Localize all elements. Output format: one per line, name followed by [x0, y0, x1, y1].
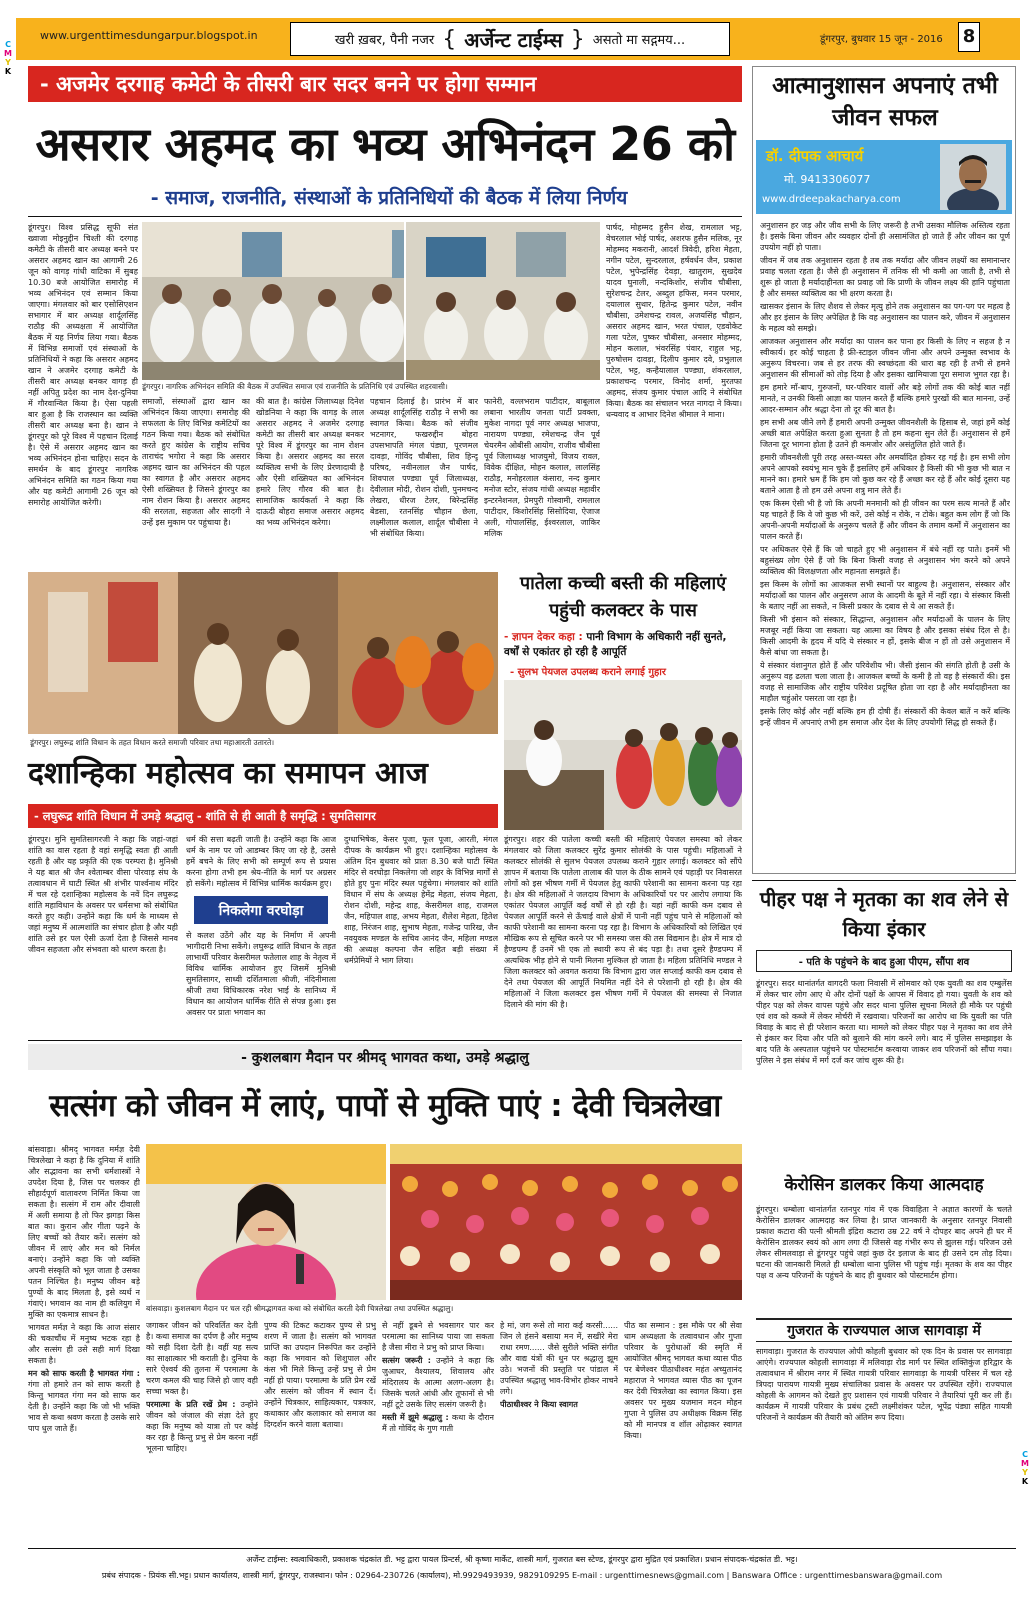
temple-ritual-image — [28, 572, 498, 734]
column-para: इसके लिए कोई और नहीं बल्कि हम ही दोषी हैं। संस्कारों की केवल बातें न करें बल्कि इन्हें जीवन में अपनाएं तभी हम समाज और देश के लिए उपयोगी सिद्ध हो सकते हैं। — [760, 707, 1010, 727]
column-para: एक किस्म ऐसी भी है जो कि अपनी मनमानी को ही जीवन का परम सत्य मानते हैं और यह चाहते हैं कि वे जो कुछ भी करें, उसे कोई न रोके, न टोके। बहुत कम लोग हैं जो कि अपनी-अपनी मर्यादाओं के अनुरूप चलते हैं और जीवन के तमाम कर्मों में अनुशासन का पालन करते हैं। — [760, 499, 1010, 541]
column-title: आत्मानुशासन अपनाएं तभी जीवन सफल — [772, 73, 998, 131]
patela-photo — [504, 680, 742, 830]
dashanhika-kicker-bar — [28, 804, 498, 828]
satsang-col5-text: हे मां, जग रूसे तो मारा कई करसी...... जिन ले हंसने बसाया मन में, सखीरे मेरा राधा रमण...... जैसे सुरीले भक्ति संगीत और वाद्य यंत्रों की धुन पर श्रद्धालु झूम उठे। भजनों की प्रस्तुति पर पांडाल में उपस्थित श्रद्धालु भाव-विभोर होकर नाचने लगे। — [500, 1321, 618, 1396]
satsang-kicker: - कुशलबाग मैदान पर श्रीमद् भागवत कथा, उमड़े श्रद्धालु — [241, 1049, 529, 1066]
satsang-sub5-label: पीठाधीश्वर ने किया स्वागत — [500, 1400, 578, 1409]
lead-body-col1: डूंगरपुर। विश्व प्रसिद्ध सूफी संत ख्वाजा मोइनुद्दीन चिश्ती की दरगाह कमेटी के तीसरी बार अध्यक्ष बनने पर असरार अहमद खान का आगामी 26 जून को वागड़ गांधी वाटिका में सुबह 10.30 बजे आयोजित समारोह में भव्य अभिनंदन एवं सम्मान किया जाएगा। मंगलवार को बार एसोसिएशन सभागार में बार अध्यक्ष शार्दूलसिंह राठौड़ की अध्यक्षता में आयोजित बैठक में यह निर्णय लिया गया। बैठक में विभिन्न समाजों एवं संस्थाओं के प्रतिनिधियों ने कहा कि असरार अहमद खान ने अजमेर दरगाह कमेटी के तीसरी बार अध्यक्ष बनकर वागड़ ही नहीं अपितु प्रदेश का नाम देश-दुनिया में गौरवान्वित किया है। ऐसा पहली बार हुआ है कि राजस्थान का व्यक्ति तीसरी बार अध्यक्ष बना है। खान ने डूंगरपुर को पूरे विश्व में पहचान दिलाई है। ऐसे में असरार अहमद खान का भव्य अभिनंदन होना चाहिए। सदन के समर्थन के बाद डूंगरपुर नागरिक अभिनंदन समिति का गठन किया गया और यह कमेटी आगामी 26 जून को समारोह आयोजित करेगी। — [28, 223, 138, 507]
column-para: खासकर इंसान के लिए शैशव से लेकर मृत्यु होने तक अनुशासन का पग-पग पर महत्व है और हर इंसान के लिए अपेक्षित है कि वह अनुशासन का पालन करे, जीवन में अनुशासन के महत्व को समझे। — [760, 302, 1010, 333]
gujarat-headline: गुजरात के राज्यपाल आज सागवाड़ा में — [787, 1323, 981, 1339]
lead-kicker-bar — [28, 66, 742, 102]
lead-body-col5: फानेरी, वल्लभराम पाटीदार, बाबूलाल लबाना भारतीय जनता पार्टी प्रवक्ता, मुकेश नागदा पूर्व नगर अध्यक्ष भाजपा, नारायण पण्ड्या, रमेशचन्द्र जैन पूर्व चेयरमैन ओबीसी आयोग, राजीव चौबीसा पूर्व जिलाध्यक्ष भाजयुमो, विजय रावल, विवेक दीक्षित, मोहन कलाल, लालसिंह राठौड़, मनोहरलाल कंसारा, नन्द कुमार मनोज स्टोर, संजय गांधी अध्यक्ष महावीर इन्टरनेशनल, प्रेमपुरी गोस्वामी, रामलाल पाटीदार, किशोरसिंह सिसोदिया, ऐजाज अली, गोपालसिंह, ईश्वरलाल, जाकिर मलिक — [484, 397, 600, 538]
peehar-body: डूंगरपुर। सदर थानांतर्गत वागदरी फला निवासी में सोमवार को एक युवती का शव एम्बुलेंस में लेकर चार लोग आए थे और दोनों पक्षों के आपस में विवाद हो गया। युवती के शव को पीहर पक्ष को लेकर वापस पहुंचे और सदर थाना पुलिस सूचना मिलते ही मौके पर पहुंची एवं शव को कब्जे में लेकर मोर्चरी में रखवाया। परिजनों का आरोप था कि युवती का पति विवाह के बाद से ही परेशान करता था। मामले को लेकर पीहर पक्ष ने मृतका का शव लेने से इंकार कर दिया और पति को बुलाने की मांग करने लगे। बाद में पुलिस समझाइश के बाद पति के अस्पताल पहुंचने पर पोस्टमार्टम करवाया जाकर शव परिजनों को सौंपा गया। पुलिस ने इस संबंध में मर्ग दर्ज कर जांच शुरू की है। — [756, 979, 1012, 1065]
satsang-body-col1 — [28, 1144, 140, 1536]
satsang-sub4-text: कथा के दौरान मैं तो गोविंद के गुण गाती — [382, 1413, 494, 1433]
gujarat-headline-box — [756, 1318, 1012, 1342]
lead-body-col2: समाजों, संस्थाओं द्वारा खान का अभिनंदन किया जाएगा। समारोह की सफलता के लिए विभिन्न कमेटियों का गठन किया गया। बैठक को संबोधित करते हुए कांग्रेस के राष्ट्रीय सचिव ताराचंद भगोरा ने कहा कि असरार अहमद खान का अभिनंदन की पहल का स्वागत है और असरार अहमद ऐसी शख्सियत है जिसने डूंगरपुर का नाम रोशन किया है। असरार अहमद की सरलता, सहजता और सादगी ने उन्हें इस मुकाम पर पहुंचाया है। — [142, 397, 250, 527]
kerosene-headline: केरोसिन डालकर किया आत्मदाह — [784, 1175, 984, 1195]
column-para: आजकल अनुशासन और मर्यादा का पालन कर पाना हर किसी के लिए न सहज है न स्वीकार्य। हर कोई चाहता है फ्री-स्टाइल जीवन जीना और अपने उन्मुक्त स्वभाव के अनुरूप विचरना। जब से हर तरफ की स्वच्छंदता की धारा बह रही है तभी से हमने अनुशासन की सीमाओं को तोड़ दिया है और इसका खामियाजा पूरा समाज भुगत रहा है। — [760, 337, 1010, 379]
satsang-col4-text: से नहीं डूबने से भवसागर पार कर परमात्मा का सानिध्य पाया जा सकता है जैसा मीरा ने प्रभु को प्राप्त किया। — [382, 1321, 494, 1352]
satsang-sub2-text: उन्होंने जीवन को जंजाल की संज्ञा देते हुए कहा कि मनुष्य को यात्रा तो पर कोई कर रहा है किन्तु प्रभु से प्रेम करना नहीं भूलना चाहिए। — [146, 1400, 258, 1453]
author-box — [756, 140, 1012, 214]
satsang-sub3-text: उन्होंने ने कहा कि जुआघर, वैश्यालय, शिवालय और मंदिरालय के आत्मा अलग-अलग है। जिसके चलते आंधी और तूफानों से भी नहीं टूटे उसके लिए सत्संग जरूरी है। — [382, 1356, 494, 1409]
satsang-sub3 — [382, 1355, 494, 1410]
patela-kicker-label: - ज्ञापन देकर कहा : — [504, 631, 583, 643]
page-number: 8 — [958, 22, 980, 52]
cmyk-y: Y — [5, 58, 11, 67]
column-para: हम हमारे माँ-बाप, गुरुजनों, घर-परिवार वालों और बड़े लोगों तक की कोई बात नहीं मानते, न उनकी किसी आज्ञा का पालन करते हैं बल्कि हमारे पुरखों की बात मानना, उन्हें आदर-सम्मान और श्रद्धा देना तो दूर की बात है। — [760, 383, 1010, 414]
cmyk-marks-left — [4, 40, 12, 76]
column-para: हमारी जीवनशैली पूरी तरह अस्त-व्यस्त और अमर्यादित होकर रह गई है। हम सभी लोग अपने आपको स्वयंभू मान चुके हैं इसलिए हमें अधिकार है किसी की भी कुछ भी बात न मानने का। हमारे भ्रम हैं कि हम जो कुछ कर रहे हैं अच्छा कर रहे हैं और कोई दूसरा यह बताने आता है तो हम उसे अपना शत्रु मान लेते हैं। — [760, 453, 1010, 495]
satsang-body-col2 — [146, 1320, 258, 1536]
satsang-sub4 — [382, 1412, 494, 1434]
dashanhika-body-col1: डूंगरपुर। मुनि सुमतिसागरजी ने कहा कि जहां-जहां शांति का वास रहता है वहां समृद्धि स्वतः ही आती रहती है और यह प्रकृति की एक परम्परा है। मुनिश्री ने यह बात श्री जैन श्वेताम्बर वीसा पोरवाड़ संघ के तत्वावधान में घाटी स्थित श्री शंभीर पार्श्वनाथ मंदिर में चल रहे दशान्हिका महोत्सव के नवें दिन लघुरूद्र शांति महाविधान के अवसर पर धर्मसभा को संबोधित करते हुए कही। उन्होंने कहा कि धर्म के माध्यम से जहां मनुष्य में आत्मशांति का संचार होता है और यही शांति उसे हर पल ऐसी ऊर्जा देता है जिससे मानव जीवन सहजता और संभवता को धारण करता है। — [28, 835, 178, 954]
patela-kicker — [504, 630, 742, 660]
satsang-sub4-label: मस्ती में झूमे श्रद्धालु : — [382, 1413, 449, 1422]
satsang-col2-text: जगाकर जीवन को परिवर्तित कर देती है। कथा समाज का दर्पण है और मनुष्य को सही दिशा देती है। वहीं यह सत्य का साक्षात्कार भी कराती है। दुनिया के सारे ऐश्वर्य की तुलना में परमात्मा के चरण कमल की चाह जिसे हो जाए वही सच्चा भक्त है। — [146, 1321, 258, 1396]
lead-subhead: - समाज, राजनीति, संस्थाओं के प्रतिनिधियों की बैठक में लिया निर्णय — [150, 187, 628, 209]
lead-kicker: - अजमेर दरगाह कमेटी के तीसरी बार सदर बनने पर होगा सम्मान — [40, 72, 537, 96]
cmyk-m: M — [1021, 1459, 1029, 1468]
satsang-col1b-text: भागवत मर्मज्ञ ने कहा कि आज संसार की चकाचौंध में मनुष्य भटक रहा है और सत्संग ही उसे सही मार्ग दिखा सकता है। — [28, 1323, 140, 1365]
lead-meeting-photo-2 — [404, 222, 600, 380]
satsang-sub1-label: मन को साफ करती है भागवत गंगा : — [28, 1369, 140, 1378]
cmyk-m: M — [4, 49, 12, 58]
cmyk-c: C — [1022, 1450, 1028, 1459]
tagline-left: खरी ख़बर, पैनी नजर — [334, 33, 435, 48]
cmyk-k: K — [4, 67, 12, 76]
cmyk-marks-right — [1021, 1450, 1029, 1486]
chitralekha-photo — [146, 1144, 386, 1300]
gujarat-body: सागवाड़ा। गुजरात के राज्यपाल ओपी कोहली बुधवार को एक दिन के प्रवास पर सागवाड़ा आएंगे। राज्यपाल कोहली सागवाड़ा में मलिवाड़ा रोड मार्ग पर स्थित शक्तिकुंज हरिद्वार के तत्वावधान में श्रीराम नगर में स्थित गायत्री परिवार सागवाड़ा के गायत्री परिसर में चल रहे त्रिपदा पारायण गायत्री मुख्य संचालिका प्रवास के अवसर पर उपस्थित रहेंगे। राज्यपाल कोहली के आगमन को देखते हुए प्रशासन एवं गायत्री परिवार ने तैयारियां पूरी कर ली हैं। कार्यक्रम में गायत्री परिवार के प्रबंध ट्रस्टी लक्ष्मीशंकर पटेल, भूपेंद्र पंड्या सहित गायत्री परिजनों ने कार्यक्रम की तैयारी को अंतिम रूप दिया। — [756, 1347, 1012, 1422]
patela-kicker-text: पानी विभाग के अधिकारी नहीं सुनते, वर्षों से एकांतर हो रही है आपूर्ति — [504, 631, 727, 658]
cmyk-y: Y — [1022, 1468, 1028, 1477]
cmyk-k: K — [1021, 1477, 1029, 1486]
footer-rule — [28, 1548, 1016, 1549]
column-para: पर अधिकतर ऐसे हैं कि जो चाहते हुए भी अनुशासन में बंधे नहीं रह पाते। इनमें भी बहुसंख्य लोग ऐसे हैं जो कि बिना किसी वजह से अनुशासन भंग करने को अपने व्यक्तित्व की विलक्षणता और महानता समझते हैं। — [760, 545, 1010, 576]
newspaper-name: अर्जेन्ट टाईम्स — [464, 27, 563, 52]
dashanhika-body-col2b: से कलश उठेंगे और यह के निर्माण में अपनी भागीदारी निभा सकेंगे। लघुरूद्र शांति विधान के तहत लाभार्थी परिवार केसरीमल फतेलाल शाह के नेतृत्व में विविध धार्मिक आयोजन हुए जिसमें मुनिश्री सुमतिसागर, साध्वी दर्शितमाला श्रीजी, नंदिनीमाला श्रीजी तथा विधिकारक नरेश भाई के सानिध्य में विधान का आयोजन धार्मिक रीति से संपन्न हुआ। इस अवसर पर प्रातः भगवान का — [186, 931, 336, 1017]
column-para: जीवन में जब तक अनुशासन रहता है तब तक मर्यादा और जीवन लक्ष्यों का समानान्तर प्रवाह चलता रहता है। जैसे ही अनुशासन में तनिक सी भी कमी आ जाती है, तभी से शुरू हो जाता है मर्यादाहीनता का प्रवाह जो कि प्राणी के जीवन लक्ष्य की हानि पहुंचाता है और समस्त व्यक्तित्व का भी क्षरण करता है। — [760, 256, 1010, 298]
column-para: किसी भी इंसान को संस्कार, सिद्धान्त, अनुशासन और मर्यादाओं के पालन के लिए मजबूर नहीं किया जा सकता। यह आत्मा का विषय है और इसका संबंध दिल से है। किसी आदमी के हृदय में यदि ये संस्कार न हों, इसके बीज न हों तो उसे अनुशासन में कैसे बांधा जा सकता है। — [760, 615, 1010, 657]
meeting-panel-image — [406, 222, 600, 380]
lead-body-col4: पहचान दिलाई है। प्रारंभ में बार अध्यक्ष शार्दूलसिंह राठौड़ ने सभी का स्वागत किया। बैठक को संजीव भटनागर, फखरुद्दीन बोहरा उपसभापति मंगल पंड्या, पूरणमल दावड़ा, गोविंद चौबीसा, शिव हिन्दू परिषद, नवीनलाल जैन पार्षद, शिवपाल पण्ड्या पूर्व जिलाध्यक्ष, देवीलाल मोदी, रोशन दोशी, पुनमचन्द लेखरा, धीरज टेलर, बिरेन्द्रसिंह बेडसा, रतनसिंह चौहान छेला, लक्ष्मीलाल कलाल, शार्दूल चौबीसा ने भी संबोधित किया। — [370, 397, 478, 538]
crowd-image — [390, 1144, 742, 1300]
lead-body-col3: की बात है। कांग्रेस जिलाध्यक्ष दिनेश खोडनिया ने कहा कि वागड़ के लाल असरार अहमद ने अजमेर दरगाह कमेटी का तीसरी बार अध्यक्ष बनकर पूरे विश्व में डूंगरपुर का नाम रोशन किया है। असरार अहमद का सरल व्यक्तित्व सभी के लिए प्रेरणादायी है और ऐसी शख्सियत का अभिनंदन हमारे लिए गौरव की बात है। सामाजिक कार्यकर्ता ने कहा कि दाऊदी बोहरा समाज असरार अहमद का भव्य अभिनंदन करेगा। — [256, 397, 364, 527]
brand-bracket-open: { — [442, 26, 457, 52]
cmyk-c: C — [5, 40, 11, 49]
lead-headline: असरार अहमद का भव्य अभिनंदन 26 को — [35, 117, 735, 171]
women-at-collector-image — [504, 680, 742, 830]
satsang-body-col4 — [382, 1320, 494, 1536]
satsang-sub1-text: गंगा तो हमारे तन को साफ करती है किन्तु भागवत गंगा मन को साफ कर देती है। उन्होंने कहा कि जो भी भक्ति भाव से कथा श्रवण करता है उसके सारे पाप धुल जाते हैं। — [28, 1380, 140, 1433]
peehar-kicker-bar — [756, 950, 1012, 972]
author-name: डॉ. दीपक आचार्य — [766, 147, 864, 165]
satsang-sub5 — [500, 1399, 618, 1410]
author-portrait — [940, 144, 1006, 210]
satsang-sub1 — [28, 1368, 140, 1434]
satsang-body-col3: पुण्य की टिकट कटाकर पुण्य से प्रभु शरण में जाता है। सत्संग को भागवत प्राप्ति का उपदान निरूपित कर उन्होंने कहा कि भगवान को शिशुपाल और कंस भी मिले किन्तु उन्हें प्रभु से प्रेम नहीं हो पाया। परमात्मा के प्रति प्रेम रखें और सत्संग को जीवन में स्थान दें। उन्होंने चित्रकार, साहित्यकार, पत्रकार, कथाकार और कलाकार को समाज का दिग्दर्शन करने वाला बताया। — [264, 1321, 376, 1429]
column-para: हम सभी अब जीने लगे हैं हमारी अपनी उन्मुक्त जीवनशैली के हिसाब से, जहां हमें कोई अच्छी बात अपेक्षित करता हुआ सुनता है तो हम कहना सुन लेते हैं। अनुशासन से हमें जितना दूर भागना होता है उतने ही कमजोर और असंतुलित होते जाते हैं। — [760, 418, 1010, 449]
ritual-photo-caption: डूंगरपुर। लघुरूद्र शांति विधान के तहत विधान करते समाजी परिवार तथा महाआरती उतारते। — [30, 738, 275, 747]
speaker-image — [146, 1144, 386, 1300]
satsang-top-rule — [28, 1040, 742, 1041]
devotees-photo — [390, 1144, 742, 1300]
procession-label-box — [194, 896, 328, 924]
brand-bracket-close: } — [570, 26, 585, 52]
peehar-kicker: - पति के पहुंचने के बाद हुआ पीएम, सौंपा शव — [798, 957, 970, 968]
footer-imprint-1: अर्जेन्ट टाईम्स: स्वत्वाधिकारी, प्रकाशक चंद्रकांत डी. भट्ट द्वारा पायल प्रिन्टर्स, श्री कृष्णा मार्केट, शास्त्री मार्ग, गुजरात बस स्टेण्ड, डूंगरपुर द्वारा मुद्रित एवं प्रकाशित। प्रधान संपादक-चंद्रकांत डी. भट्ट। — [246, 1555, 798, 1564]
satsang-col1-text: बांसवाड़ा। श्रीमद् भागवत मर्मज्ञ देवी चित्रलेखा ने कहा है कि दुनिया में शांति और सद्भावना का सभी धर्मशास्त्रों ने उपदेश दिया है, जिस पर चलकर ही सौहार्दपूर्ण वातावरण निर्मित किया जा सकता है। सत्संग में राम और दीवाली में अली समाया है तो फिर झगड़ा किस बात का। कुरान और गीता पढ़ने के लिए बच्चों को तैयार करें। सत्संग को जीवन में लाएं और मन को निर्मल बनाएं। उन्होंने कहा कि जो व्यक्ति अपनी संस्कृति को भूल जाता है उसका पतन निश्चित है। मनुष्य जीवन बड़े पुण्यों के बाद मिलता है, इसे व्यर्थ न गंवाएं। भगवान का नाम ही कलियुग में मुक्ति का एकमात्र साधन है। — [28, 1145, 140, 1319]
issue-date: डूंगरपुर, बुधवार 15 जून - 2016 — [820, 34, 943, 45]
satsang-body-col5 — [500, 1320, 618, 1536]
satsang-sub2-label: परमात्मा के प्रति रखें प्रेम : — [146, 1400, 236, 1409]
satsang-sub3-label: सत्संग जरूरी : — [382, 1356, 431, 1365]
lead-photo-caption: डूंगरपुर। नागरिक अभिनंदन समिति की बैठक में उपस्थित समाज एवं राजनीति के प्रतिनिधि एवं उपस्थित शहरवासी। — [142, 382, 448, 391]
dashanhika-headline: दशान्हिका महोत्सव का समापन आज — [28, 756, 428, 791]
patela-kicker-2: - सुलभ पेयजल उपलब्ध कराने लगाई गुहार — [510, 667, 666, 678]
column-para: ये संस्कार वंशानुगत होते हैं और परिवेशीय भी। जैसी इंसान की संगति होती है उसी के अनुरूप वह ढलता चला जाता है। आजकल बच्चों के कमी है तो वह है संस्कारों की। इस वजह से सामाजिक और राष्ट्रीय परिवेश प्रदूषित होता जा रहा है और मर्यादाहीनता का माहौल चहुंओर पसरता जा रहा है। — [760, 661, 1010, 703]
author-website[interactable]: www.drdeepakacharya.com — [762, 194, 901, 205]
satsang-body-col6: पीठ का सम्मान : इस मौके पर श्री सेवा धाम अध्यक्षता के तत्वावधान और गुप्ता परिवार के पुरोधाओं की स्मृति में आयोजित श्रीमद् भागवत कथा व्यास पीठ पर बेणेश्वर पीठाधीश्वर महंत अच्युतानंद महाराज ने भागवत व्यास पीठ का पूजन कर देवी चित्रलेखा का स्वागत किया। इस अवसर पर मुख्य यजमान मदन मोहन गुप्ता ने पुलिस उप अधीक्षक विक्रम सिंह को मी मानपत्र व शॉल ओढ़ाकर स्वागत किया। — [624, 1321, 742, 1440]
column-body — [760, 220, 1010, 870]
blog-url[interactable]: www.urgenttimesdungarpur.blogspot.in — [40, 29, 258, 42]
kerosene-body: डूंगरपुर। धम्बोला थानांतर्गत रतनपुर गांव में एक विवाहिता ने अज्ञात कारणों के चलते केरोसिन डालकर आत्मदाह कर लिया है। प्राप्त जानकारी के अनुसार रतनपुर निवासी प्रकाश कटारा की पत्नी श्रीमती इंद्रिरा कटारा उम्र 22 वर्ष ने दोपहर बाद अपने ही घर में केरोसिन डालकर स्वयं को आग लगा दी जिससे वह गंभीर रूप से झुलस गई। परिजन उसे लेकर सीमलवाड़ा से डूंगरपुर पहुंचे जहां कुछ देर इलाज के बाद ही उसने दम तोड़ दिया। घटना की जानकारी मिलते ही धम्बोला थाना पुलिस भी पहुंच गई। मृतका के शव का पीहर पक्ष व अन्य परिजनों के पहुंचने के बाद ही बुधवार को पोस्टमार्टम होगा। — [756, 1205, 1012, 1280]
satsang-sub2 — [146, 1399, 258, 1454]
satsang-photo-caption: बांसवाड़ा। कुशलबाग मैदान पर चल रही श्रीमद्भागवत कथा को संबोधित करती देवी चित्रलेखा तथा उपस्थित श्रद्धालु। — [146, 1304, 454, 1313]
dashanhika-body-col2: धर्म की सत्ता बढ़ती जाती है। उन्होंने कहा कि आज धर्म के नाम पर जो आडम्बर किए जा रहे है, उससे हमें बचने के लिए सभी को सम्पूर्ण रूप से प्रयास करना होगा तभी हम श्रेय-नीति के मार्ग पर अग्रसर हो सकेंगे। महोत्सव में विभिन्न धार्मिक कार्यक्रम हुए। — [186, 835, 336, 888]
right-rule — [752, 880, 1016, 881]
author-phone: मो. 9413306077 — [784, 173, 871, 186]
tagline-right: असतो मा सद्गमय... — [592, 33, 686, 48]
dashanhika-kicker: - लघुरूद्र शांति विधान में उमड़े श्रद्धालु - शांति से ही आती है समृद्धि : सुमतिसागर — [34, 808, 376, 823]
footer-imprint-2: प्रबंध संपादक - प्रियंक सी.भट्ट। प्रधान कार्यालय, शास्त्री मार्ग, डूंगरपुर, राजस्थान। फोन : 02964-230726 (कार्यालय), मो.9929493939, 9829109295 E-mail : urgenttimesnews@gmail.com | Banswara Office : urgenttimesbanswara@gmail.com — [101, 1571, 943, 1580]
masthead — [290, 22, 730, 56]
peehar-headline: पीहर पक्ष ने मृतका का शव लेने से किया इंकार — [759, 887, 1009, 941]
ritual-photo — [28, 572, 498, 734]
column-para: इस किस्म के लोगों का आजकल सभी स्थानों पर बाहुल्य है। अनुशासन, संस्कार और मर्यादाओं का पालन और अनुसरण आज के आदमी के बूते में नहीं रहा। ये संस्कार किसी के बताए नहीं आ सकते, न किसी प्रकार के दबाव से ये आ सकते हैं। — [760, 580, 1010, 611]
column-para: अनुशासन हर जड़ और जीव सभी के लिए जरूरी है तभी उसका मौलिक अस्तित्व रहता है। इसके बिना जीवन और व्यवहार दोनों ही असामंजित हो जाते हैं और जीवन का पूर्ण उपयोग नहीं हो पाता। — [760, 221, 1010, 252]
author-photo — [940, 144, 1006, 210]
procession-label: निकलेगा वरघोड़ा — [218, 902, 304, 919]
lead-body-col6: पार्षद, मोहम्मद हुसैन शेख, रामलाल भट्ट, वेचरलाल भोई पार्षद, अशरफ हुसैन मलिक, नूर मोहम्मद मकरानी, आदर्श त्रिवेदी, हरिश मेहता, नगीन पटेल, सुन्दरलाल, हर्षवर्धन जैन, प्रकाश पटेल, भुपेन्द्रसिंह देवड़ा, खातुराम, सुखदेव यादव घुनाली, नन्दकिशोर, संजीव चौबीसा, सुरेशचन्द्र टेलर, अब्दुल हफिस, मनन परमार, दयालाल सुथार, हितेन्द्र कुमार पटेल, नवीन चौबीसा, उमेशचन्द्र रावल, अजयसिंह चौहान, असरार अहमद खान, भरत पंचाल, एडवोकेट गला पटेल, पुष्कर चौबीसा, अनसार मोहम्मद, मोहन कलाल, भंवरसिंह पंवार, राहुल भट्ट, पुरुषोत्तम दावड़ा, दिलीप कुमार दवे, प्रभुलाल पटेल, भट्ट, कन्हैयालाल पण्ड्या, शंकरलाल, प्रकाशचन्द परमार, विनोद शर्मा, मुरतफा अहमद, संजय कुमार पंचाल आदि ने संबोधित किया। बैठक का संचालन भरत नागदा ने किया। धन्यवाद व आभार दिनेश श्रीमाल ने माना। — [606, 223, 742, 419]
patela-body: डूंगरपुर। शहर की पातेला कच्ची बस्ती की महिलाएं पेयजल समस्या को लेकर मंगलवार को जिला कलक्टर सुरेंद्र कुमार सोलंकी के पास पहुंची। महिलाओं ने कलक्टर सोलंकी से सुलभ पेयजल उपलब्ध कराने गुहार लगाई। कलक्टर को सौंपे ज्ञापन में बताया कि पातेला तालाब की पाल के ठीक सामने एवं पहाड़ी पर निवासरत लोगों को इस भीषण गर्मी में पेयजल हेतु काफी परेशानी का सामना करना पड़ रहा है। क्षेत्र की महिलाओं ने जलदाय विभाग के अधिकारियों पर पर आरोप लगाया कि एकांतर पेयजल आपूर्ति कई वर्षों से हो रही है। यहां नहीं काफी कम दबाव से पेयजल आपूर्ति करने से ऊँचाई वाले क्षेत्रों में पानी नहीं पहुंच पाने से महिलाओं को काफी परेशानी का सामना करना पड़ रहा है। विभाग के अधिकारियों को लिखित एवं मौखिक रूप से सूचित करने पर भी समस्या जस की तस विद्यमान है। क्षेत्र में मात्र दो हैण्डपम्प हैं उनमें भी एक तो स्थायी रूप से बंद पड़ा है। तथा दूसरे हैण्डपम्प में अत्यधिक भीड़ होने से पानी मिलना मुश्किल हो जाता है। महिला प्रतिनिधि मण्डल ने जिला कलक्टर को अवगत कराया कि विभाग द्वारा जल सप्लाई काफी कम दबाव से देने तथा पेयजल की आपूर्ति नियमित नहीं देने से परेशानी हो रही है। क्षेत्र की महिलाओं ने जिला कलक्टर इस भीषण गर्मी में पेयजल की समस्या से निजात दिलाने की मांग की है। — [504, 835, 742, 1009]
dashanhika-body-col3: दुग्धाभिषेक, केसर पूजा, फूल पूजा, आरती, मंगल दीपक के कार्यक्रम भी हुए। दशान्हिका महोत्सव के अंतिम दिन बुधवार को प्रातः 8.30 बजे घाटी स्थित मंदिर से वरघोड़ा निकलेगा जो शहर के विभिन्न मार्गों से होते हुए पुनः मंदिर स्थल पहुंचेगा। मंगलवार को शांति विधान में संघ के अध्यक्ष हेमेंद्र मेहता, संजय मेहता, रोशन दोशी, महेन्द्र शाह, केसरीमल शाह, राजमल जैन, महिपाल शाह, अभय मेहता, शैलेश मेहता, हितेश शाह, निरंजन शाह, सुभाष मेहता, गजेन्द्र पारिख, जैन नवयुवक मण्डल के सचिव आनंद जैन, महिला मण्डल की अध्यक्ष कल्पना जैन सहित बड़ी संख्या में धर्मप्रेमियों ने भाग लिया। — [344, 835, 498, 965]
satsang-kicker-bar — [28, 1044, 742, 1070]
lead-rule — [28, 216, 742, 217]
patela-headline: पातेला कच्ची बस्ती की महिलाएं पहुंची कलक्टर के पास — [519, 573, 727, 621]
satsang-headline: सत्संग को जीवन में लाएं, पापों से मुक्ति पाएं : देवी चित्रलेखा — [49, 1088, 721, 1124]
